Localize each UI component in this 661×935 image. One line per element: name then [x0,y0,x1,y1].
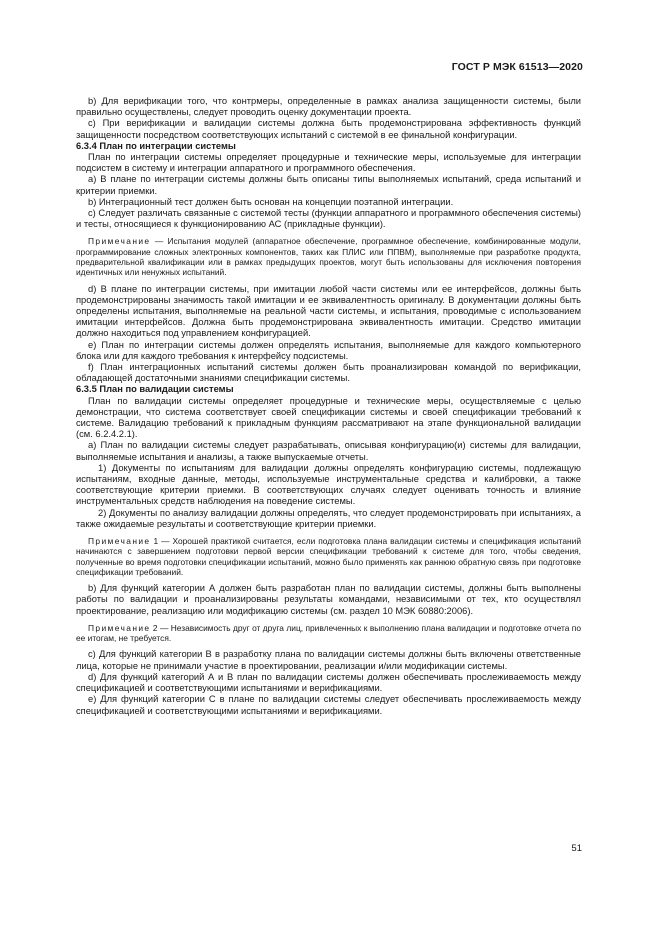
paragraph [76,649,581,671]
paragraph-text: a) План по валидации системы следует разрабатывать, описывая конфигурацию(и) системы для валидации, выполняемые испытания и анализы, а также выпускаемые отчеты. [76,440,581,462]
paragraph-text: 1 — Хорошей практикой считается, если подготовка плана валидации системы и спецификация испытаний начинаются с завершением подготовки первой версии спецификации требований к системе для того, чтобы сведения, полученные во время подготовки спецификации испытаний, можно было применять как раннюю обратную связь при подготовке спецификации требований. [76,536,581,577]
paragraph-text: c) Для функций категории В в разработку плана по валидации системы должны быть включены ответственные лица, которые не принимали участие в проектировании, реализации и/или модификации системы. [76,649,581,671]
paragraph [76,362,581,384]
note-paragraph [76,536,581,577]
section-heading [76,141,581,152]
paragraph [76,396,581,441]
paragraph-text: f) План интеграционных испытаний системы должен быть проанализирован командой по верификации, обладающей достаточными знаниями спецификации системы. [76,362,581,384]
paragraph-text: d) В плане по интеграции системы, при имитации любой части системы или ее интерфейсов, должны быть продемонстрированы значимость такой имитации и ее эквивалентность оригиналу. В документации должны быть определены испытания, выполняемые на реальной части системы, и испытания, проводимые с использованием имитации интерфейсов. Должна быть продемонстрирована эквивалентность имитации. Средство имитации должно находиться под управлением конфигурацией. [76,283,581,339]
paragraph [76,152,581,174]
paragraph [76,440,581,462]
paragraph [76,284,581,340]
paragraph-text: a) В плане по интеграции системы должны быть описаны типы выполняемых испытаний, среда испытаний и критерии приемки. [76,174,581,196]
paragraph-text: c) Следует различать связанные с системой тесты (функции аппаратного и программного обеспечения системы) и тесты, относящиеся к функционированию АС (прикладные функции). [76,208,581,230]
section-heading [76,384,581,395]
paragraph [76,174,581,196]
paragraph [76,96,581,118]
paragraph-text: 2 — Независимость друг от друга лиц, привлеченных к выполнению плана валидации и подготовке отчета по ее итогам, не требуется. [76,622,581,644]
standard-code: ГОСТ Р МЭК 61513—2020 [451,61,583,73]
paragraph [76,208,581,230]
paragraph-text: b) Для верификации того, что контрмеры, определенные в рамках анализа защищенности системы, были правильно осуществлены, следует проводить оценку документации проекта. [76,96,581,118]
note-paragraph [76,623,581,644]
note-label: Примечание [88,536,151,547]
paragraph-text: c) При верификации и валидации системы должна быть продемонстрирована эффективность функций защищенности посредством соответствующих испытаний с системой в ее финальной конфигурации. [76,118,581,140]
paragraph-text: 6.3.5 План по валидации системы [76,384,234,395]
paragraph [76,672,581,694]
note-paragraph [76,236,581,277]
paragraph-text: e) Для функций категории С в плане по валидации системы следует обеспечивать прослеживаемость между спецификацией и соответствующими испытаниями и верификациями. [76,694,581,716]
paragraph-text: b) Для функций категории А должен быть разработан план по валидации системы, должны быть выполнены работы по валидации и проанализированы результаты командами, независимыми от тех, кто осуществлял проектирование, реализацию или модификацию системы (см. раздел 10 МЭК 60880:2006). [76,583,581,616]
paragraph-text: 1) Документы по испытаниям для валидации должны определять конфигурацию системы, подлежащую испытаниям, входные данные, методы, используемые инструментальные средства и калибровки, а также соответствующие критерии приемки. В соответствующих случаях следует оценивать точность и влияние инструментальных средств наблюдения на поведение системы. [76,462,581,507]
paragraph-text: b) Интеграционный тест должен быть основан на концепции поэтапной интеграции. [88,196,454,207]
note-label: Примечание [88,622,151,633]
paragraph-text: d) Для функций категорий А и В план по валидации системы должен обеспечивать прослеживаемость между спецификацией и соответствующими испытаниями и верификациями. [76,671,581,694]
paragraph-text: План по валидации системы определяет процедурные и технические меры, осуществляемые с целью демонстрации, что система соответствует своей спецификации системы и своей спецификации требований к системе. Валидацию требований к прикладным функциям рассматривают на этапе функциональной валидации (см. 6.2.4.2.1). [76,395,581,440]
page-number: 51 [571,843,582,854]
paragraph [76,583,581,617]
paragraph [76,463,581,508]
paragraph [76,118,581,140]
paragraph-text: 2) Документы по анализу валидации должны определять, что следует продемонстрировать при испытаниях, а также ожидаемые результаты и соответствующие критерии приемки. [76,507,581,529]
body-text [76,96,581,717]
paragraph [76,694,581,716]
paragraph [76,340,581,362]
paragraph-text: — Испытания модулей (аппаратное обеспечение, программное обеспечение, комбинированные модули, программирование сложных электронных компонентов, таких как ПЛИС или ППВМ), выполняемые при разработке продукта, предварительной квалификации или в рамках предыдущих проектов, могут быть использованы для исключения повторения идентичных или ненужных испытаний. [76,236,581,278]
paragraph [76,197,581,208]
paragraph-text: 6.3.4 План по интеграции системы [76,140,236,151]
paragraph-text: e) План по интеграции системы должен определять испытания, выполняемые для каждого компьютерного блока или для каждого требования к интерфейсу подсистемы. [76,339,581,361]
paragraph-text: План по интеграции системы определяет процедурные и технические меры, используемые для интеграции подсистем в систему и интеграции аппаратного и программного обеспечения. [76,152,581,174]
paragraph [76,508,581,530]
note-label: Примечание [88,236,151,247]
